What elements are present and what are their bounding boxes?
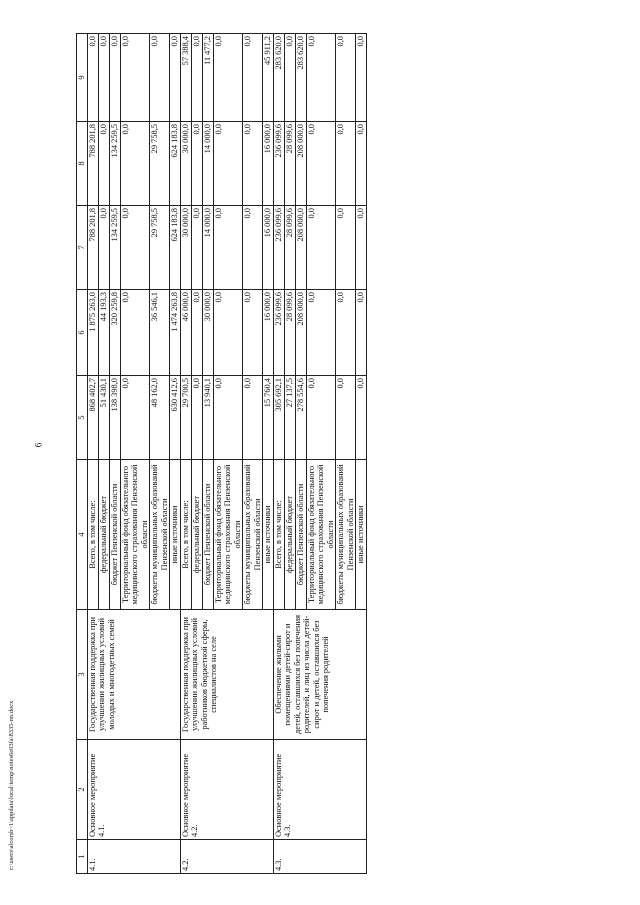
value-cell: 0,0 <box>285 34 296 122</box>
value-cell: 0,0 <box>336 290 356 376</box>
value-cell: 0,0 <box>121 34 150 122</box>
header-cell: 2 <box>77 740 88 840</box>
value-cell: 0,0 <box>307 376 336 460</box>
value-cell: 29 758,5 <box>150 122 170 206</box>
value-cell: 0,0 <box>307 206 336 290</box>
page-number: 6 <box>33 442 44 448</box>
value-cell: 44 193,3 <box>99 290 110 376</box>
value-cell: 27 137,5 <box>285 376 296 460</box>
value-cell: 36 546,1 <box>150 290 170 376</box>
value-cell: 0,0 <box>336 122 356 206</box>
value-cell: 0,0 <box>243 206 263 290</box>
value-cell: 0,0 <box>243 290 263 376</box>
funding-source: бюджет Пензенской области <box>203 460 214 610</box>
value-cell: 208 000,0 <box>296 206 307 290</box>
value-cell: 283 620,0 <box>296 34 307 122</box>
value-cell: 0,0 <box>356 376 367 460</box>
table-container <box>76 34 576 874</box>
header-cell: 5 <box>77 376 88 460</box>
value-cell: 0,0 <box>99 122 110 206</box>
value-cell: 0,0 <box>192 122 203 206</box>
header-cell: 6 <box>77 290 88 376</box>
value-cell: 624 183,8 <box>170 206 181 290</box>
funding-source: бюджет Пензенской области <box>110 460 121 610</box>
funding-source: федеральный бюджет <box>285 460 296 610</box>
value-cell: 630 412,6 <box>170 376 181 460</box>
value-cell: 0,0 <box>110 34 121 122</box>
event-name: Основное мероприятие 4.2. <box>181 740 274 840</box>
value-cell: 134 259,5 <box>110 206 121 290</box>
value-cell: 868 402,7 <box>88 376 99 460</box>
header-cell: 9 <box>77 34 88 122</box>
row-number: 4.1. <box>88 840 181 874</box>
value-cell: 45 911,2 <box>263 34 274 122</box>
event-name: Основное мероприятие 4.3. <box>274 740 367 840</box>
value-cell: 320 259,8 <box>110 290 121 376</box>
value-cell: 11 477,2 <box>203 34 214 122</box>
value-cell: 0,0 <box>307 290 336 376</box>
funding-source: иные источники <box>356 460 367 610</box>
value-cell: 0,0 <box>356 290 367 376</box>
funding-source: Всего, в том числе: <box>181 460 192 610</box>
value-cell: 624 183,8 <box>170 122 181 206</box>
value-cell: 0,0 <box>356 34 367 122</box>
value-cell: 788 201,8 <box>88 206 99 290</box>
value-cell: 30 000,0 <box>203 290 214 376</box>
value-cell: 30 000,0 <box>181 206 192 290</box>
value-cell: 1 474 263,8 <box>170 290 181 376</box>
value-cell: 0,0 <box>99 206 110 290</box>
value-cell: 0,0 <box>307 122 336 206</box>
value-cell: 28 099,6 <box>285 290 296 376</box>
event-title: Государственная поддержка при улучшении жилищных условий молодых и многодетных семей <box>88 610 181 740</box>
header-row <box>77 34 88 874</box>
funding-source: бюджеты муниципальных образований Пензенской области <box>243 460 263 610</box>
value-cell: 0,0 <box>356 206 367 290</box>
value-cell: 208 000,0 <box>296 122 307 206</box>
value-cell: 0,0 <box>307 34 336 122</box>
value-cell: 0,0 <box>214 290 243 376</box>
funding-source: бюджеты муниципальных образований Пензенской области <box>150 460 170 610</box>
value-cell: 134 259,5 <box>110 122 121 206</box>
value-cell: 0,0 <box>192 206 203 290</box>
value-cell: 0,0 <box>192 376 203 460</box>
table-row <box>88 34 99 874</box>
value-cell: 0,0 <box>243 376 263 460</box>
value-cell: 0,0 <box>356 122 367 206</box>
value-cell: 28 099,6 <box>285 122 296 206</box>
header-cell: 7 <box>77 206 88 290</box>
value-cell: 278 554,6 <box>296 376 307 460</box>
value-cell: 0,0 <box>170 34 181 122</box>
value-cell: 0,0 <box>150 34 170 122</box>
value-cell: 0,0 <box>243 122 263 206</box>
funding-source: Территориальный фонд обязательного медицинского страхования Пензенской области <box>307 460 336 610</box>
funding-source: иные источники <box>170 460 181 610</box>
value-cell: 16 000,0 <box>263 290 274 376</box>
value-cell: 16 000,0 <box>263 206 274 290</box>
value-cell: 51 430,1 <box>99 376 110 460</box>
rotated-page-content <box>76 34 576 874</box>
value-cell: 30 000,0 <box>181 122 192 206</box>
value-cell: 236 099,6 <box>274 290 285 376</box>
event-name: Основное мероприятие 4.1. <box>88 740 181 840</box>
funding-source: Всего, в том числе: <box>274 460 285 610</box>
value-cell: 788 201,8 <box>88 122 99 206</box>
value-cell: 48 162,0 <box>150 376 170 460</box>
funding-source: Территориальный фонд обязательного медицинского страхования Пензенской области <box>121 460 150 610</box>
funding-source: Всего, в том числе: <box>88 460 99 610</box>
value-cell: 0,0 <box>192 34 203 122</box>
value-cell: 0,0 <box>192 290 203 376</box>
header-cell: 8 <box>77 122 88 206</box>
value-cell: 0,0 <box>214 122 243 206</box>
value-cell: 13 940,1 <box>203 376 214 460</box>
value-cell: 0,0 <box>121 206 150 290</box>
value-cell: 0,0 <box>214 206 243 290</box>
value-cell: 14 000,0 <box>203 206 214 290</box>
value-cell: 138 398,0 <box>110 376 121 460</box>
value-cell: 0,0 <box>121 122 150 206</box>
row-number: 4.3. <box>274 840 367 874</box>
value-cell: 0,0 <box>88 34 99 122</box>
header-cell: 3 <box>77 610 88 740</box>
header-cell: 1 <box>77 840 88 874</box>
funding-source: бюджет Пензенской области <box>296 460 307 610</box>
value-cell: 0,0 <box>121 376 150 460</box>
value-cell: 236 099,6 <box>274 206 285 290</box>
value-cell: 0,0 <box>336 34 356 122</box>
value-cell: 0,0 <box>214 376 243 460</box>
value-cell: 28 099,6 <box>285 206 296 290</box>
table-row <box>181 34 192 874</box>
value-cell: 0,0 <box>336 206 356 290</box>
budget-table <box>76 33 367 874</box>
value-cell: 283 620,0 <box>274 34 285 122</box>
value-cell: 1 875 263,0 <box>88 290 99 376</box>
value-cell: 0,0 <box>214 34 243 122</box>
event-title: Государственная поддержка при улучшении жилищных условий работников бюджетной сферы, специалистов на селе <box>181 610 274 740</box>
value-cell: 0,0 <box>121 290 150 376</box>
value-cell: 0,0 <box>99 34 110 122</box>
header-cell: 4 <box>77 460 88 610</box>
value-cell: 29 700,5 <box>181 376 192 460</box>
funding-source: федеральный бюджет <box>99 460 110 610</box>
event-title: Обеспечение жилыми помещениями детей-сирот и детей, оставшихся без попечения родителей, и лиц из числа детей-сирот и детей, оставшихся без попечения родителей <box>274 610 367 740</box>
value-cell: 236 099,6 <box>274 122 285 206</box>
value-cell: 208 000,0 <box>296 290 307 376</box>
value-cell: 57 388,4 <box>181 34 192 122</box>
footer-file-path: c:\users\alcorsh~1\appdata\local\temp\notes6e03fa\8335-nn.docx <box>8 700 15 870</box>
row-number: 4.2. <box>181 840 274 874</box>
value-cell: 29 758,5 <box>150 206 170 290</box>
table-row <box>274 34 285 874</box>
value-cell: 305 692,1 <box>274 376 285 460</box>
value-cell: 15 760,4 <box>263 376 274 460</box>
value-cell: 0,0 <box>243 34 263 122</box>
value-cell: 14 000,0 <box>203 122 214 206</box>
funding-source: федеральный бюджет <box>192 460 203 610</box>
funding-source: иные источники <box>263 460 274 610</box>
value-cell: 46 000,0 <box>181 290 192 376</box>
funding-source: бюджеты муниципальных образований Пензенской области <box>336 460 356 610</box>
value-cell: 0,0 <box>336 376 356 460</box>
funding-source: Территориальный фонд обязательного медицинского страхования Пензенской области <box>214 460 243 610</box>
value-cell: 16 000,0 <box>263 122 274 206</box>
